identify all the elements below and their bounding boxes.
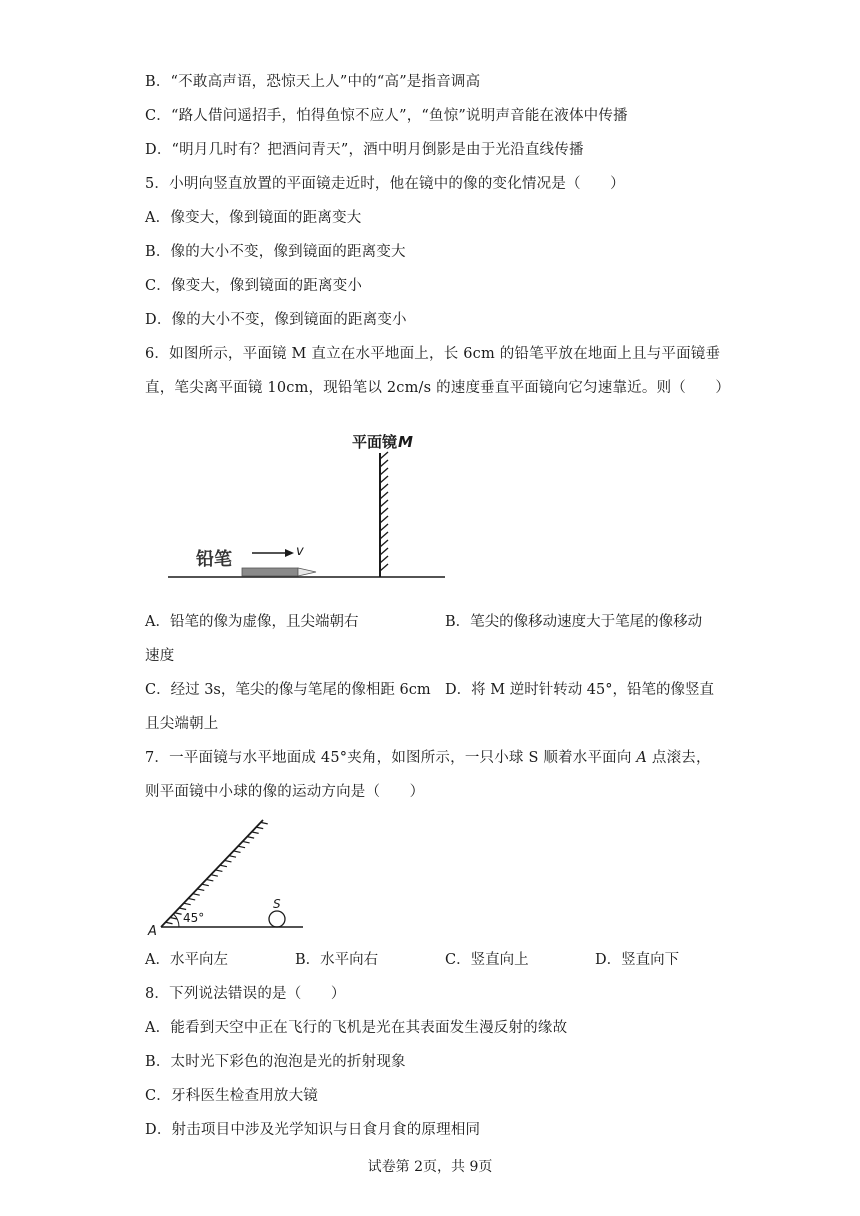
q6-velocity-label: v xyxy=(296,544,304,559)
q8-option-a: A．能看到天空中正在飞行的飞机是光在其表面发生漫反射的缘故 xyxy=(145,1020,568,1036)
mirror-hatch-mark xyxy=(247,837,254,839)
mirror-hatch-mark xyxy=(234,851,241,853)
mirror-hatch-mark xyxy=(224,860,231,862)
q6-option-b-line2: 速度 xyxy=(145,648,175,664)
q7-stem-part2: 点滚去， xyxy=(647,750,711,766)
q7-ball-label: S xyxy=(273,897,281,911)
q4-option-d: D．“明月几时有？把酒问青天”，酒中明月倒影是由于光沿直线传播 xyxy=(145,142,584,158)
q6-stem-line1: 6．如图所示，平面镜 M 直立在水平地面上，长 6cm 的铅笔平放在地面上且与平面镜垂 xyxy=(145,346,721,362)
q6-option-b-line1: B．笔尖的像移动速度大于笔尾的像移动 xyxy=(445,614,703,630)
q7-option-a: A．水平向左 xyxy=(145,952,228,968)
q6-mirror-label: 平面镜 xyxy=(352,433,398,451)
mirror-hatch-mark xyxy=(202,884,209,886)
q7-stem-line2: 则平面镜中小球的像的运动方向是（ ） xyxy=(145,784,425,800)
q7-ball xyxy=(269,911,285,927)
q4-option-b: B．“不敢高声语，恐惊天上人”中的“高”是指音调高 xyxy=(145,74,481,90)
q6-pencil-label: 铅笔 xyxy=(196,549,232,570)
mirror-hatch-mark xyxy=(211,875,218,877)
q4-option-c: C．“路人借问遥招手，怕得鱼惊不应人”，“鱼惊”说明声音能在液体中传播 xyxy=(145,108,628,124)
q7-mirror-hatching xyxy=(166,822,268,923)
mirror-hatch-mark xyxy=(380,548,388,555)
q5-option-c: C．像变大，像到镜面的距离变小 xyxy=(145,278,363,294)
mirror-hatch-mark xyxy=(179,908,186,910)
mirror-hatch-mark xyxy=(380,452,388,459)
q7-figure xyxy=(145,812,310,937)
q6-mirror-hatching xyxy=(380,452,388,571)
mirror-hatch-mark xyxy=(243,841,250,843)
q7-angle-arc xyxy=(174,914,180,927)
mirror-hatch-mark xyxy=(252,832,259,834)
q7-angle-label: 45° xyxy=(183,911,205,925)
q6-velocity-arrowhead xyxy=(285,549,294,557)
mirror-hatch-mark xyxy=(256,827,263,829)
q7-mirror-line xyxy=(161,820,263,927)
mirror-hatch-mark xyxy=(197,889,204,891)
mirror-hatch-mark xyxy=(380,556,388,563)
mirror-hatch-mark xyxy=(206,879,213,881)
q8-option-b: B．太时光下彩色的泡泡是光的折射现象 xyxy=(145,1054,406,1070)
q7-point-a-label: A xyxy=(148,924,157,937)
q7-option-b: B．水平向右 xyxy=(295,952,379,968)
mirror-hatch-mark xyxy=(175,913,182,915)
q5-option-b: B．像的大小不变，像到镜面的距离变大 xyxy=(145,244,406,260)
mirror-hatch-mark xyxy=(380,500,388,507)
mirror-hatch-mark xyxy=(380,492,388,499)
mirror-hatch-mark xyxy=(380,484,388,491)
mirror-hatch-mark xyxy=(193,894,200,896)
q5-stem: 5．小明向竖直放置的平面镜走近时，他在镜中的像的变化情况是（ ） xyxy=(145,176,625,192)
mirror-hatch-mark xyxy=(380,468,388,475)
q6-option-d-line2: 且尖端朝上 xyxy=(145,716,219,732)
q6-option-a: A．铅笔的像为虚像，且尖端朝右 xyxy=(145,614,359,630)
q6-figure xyxy=(160,425,455,587)
mirror-hatch-mark xyxy=(188,898,195,900)
q6-stem-line2: 直，笔尖离平面镜 10cm，现铅笔以 2cm/s 的速度垂直平面镜向它匀速靠近。则（ ） xyxy=(145,380,731,396)
page-footer: 试卷第 2页，共 9页 xyxy=(367,1159,493,1175)
mirror-hatch-mark xyxy=(220,865,227,867)
mirror-hatch-mark xyxy=(380,460,388,467)
mirror-hatch-mark xyxy=(380,524,388,531)
q7-option-d: D．竖直向下 xyxy=(595,952,680,968)
q7-stem-line1 xyxy=(145,748,711,768)
mirror-hatch-mark xyxy=(380,564,388,571)
q7-stem-point: A xyxy=(636,750,648,766)
q7-option-c: C．竖直向上 xyxy=(445,952,529,968)
q6-pencil-tip xyxy=(298,568,316,576)
mirror-hatch-mark xyxy=(184,903,191,905)
q6-option-c: C．经过 3s，笔尖的像与笔尾的像相距 6cm xyxy=(145,682,431,698)
mirror-hatch-mark xyxy=(380,476,388,483)
mirror-hatch-mark xyxy=(238,846,245,848)
q8-option-c: C．牙科医生检查用放大镜 xyxy=(145,1088,318,1104)
mirror-hatch-mark xyxy=(229,856,236,858)
q6-pencil-body xyxy=(242,568,298,576)
mirror-hatch-mark xyxy=(380,532,388,539)
mirror-hatch-mark xyxy=(215,870,222,872)
q6-option-d-line1: D．将 M 逆时针转动 45°，铅笔的像竖直 xyxy=(445,682,714,698)
q7-stem-part1: 7．一平面镜与水平地面成 45°夹角，如图所示，一只小球 S 顺着水平面向 xyxy=(145,750,637,766)
mirror-hatch-mark xyxy=(166,922,173,924)
q5-option-a: A．像变大，像到镜面的距离变大 xyxy=(145,210,362,226)
mirror-hatch-mark xyxy=(380,516,388,523)
q5-option-d: D．像的大小不变，像到镜面的距离变小 xyxy=(145,312,407,328)
q8-option-d: D．射击项目中涉及光学知识与日食月食的原理相同 xyxy=(145,1122,481,1138)
q6-mirror-letter: M xyxy=(398,433,413,451)
mirror-hatch-mark xyxy=(380,540,388,547)
mirror-hatch-mark xyxy=(380,508,388,515)
mirror-hatch-mark xyxy=(261,822,268,824)
q8-stem: 8．下列说法错误的是（ ） xyxy=(145,986,346,1002)
